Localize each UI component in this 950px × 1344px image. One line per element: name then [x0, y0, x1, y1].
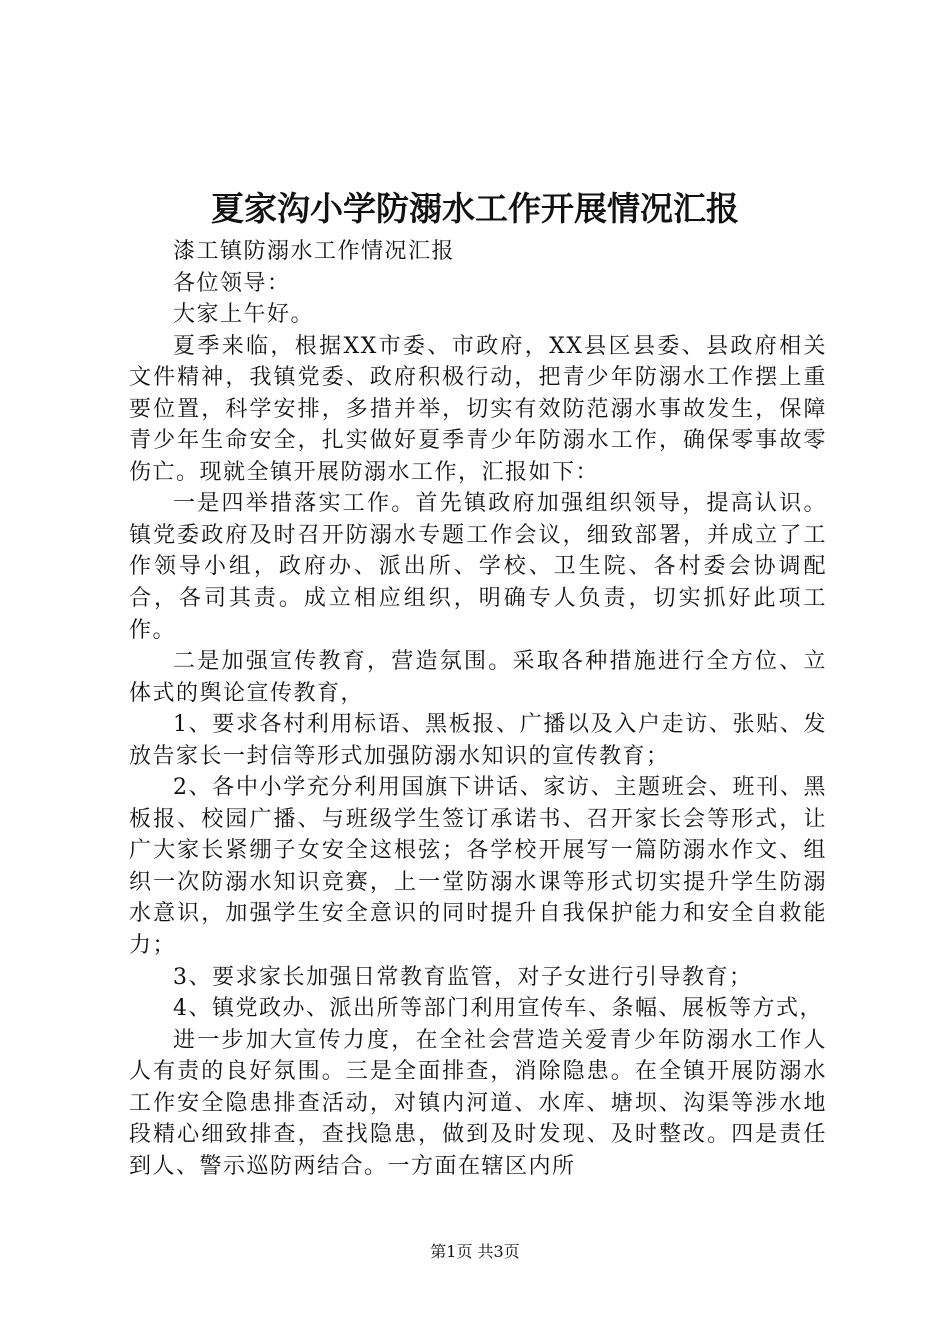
paragraph-continuation: 进一步加大宣传力度，在全社会营造关爱青少年防溺水工作人人有责的良好氛围。三是全面排查，消除隐患。在全镇开展防溺水工作安全隐患排查活动，对镇内河道、水库、塘坝、沟渠等涉水地段精心细致排查，查找隐患，做到及时发现、及时整改。四是责任到人、警示巡防两结合。一方面在辖区内所 [129, 1027, 827, 1179]
paragraph-greeting: 大家上午好。 [173, 302, 315, 328]
paragraph-item-3: 3、要求家长加强日常教育监管，对子女进行引导教育； [173, 964, 753, 990]
paragraph-measure-two: 二是加强宣传教育，营造氛围。采取各种措施进行全方位、立体式的舆论宣传教育， [129, 649, 827, 706]
paragraph-intro: 夏季来临，根据XX市委、市政府，XX县区县委、县政府相关文件精神，我镇党委、政府积极行动，把青少年防溺水工作摆上重要位置，科学安排，多措并举，切实有效防范溺水事故发生，保障青少年生命安全，扎实做好夏季青少年防溺水工作，确保零事故零伤亡。现就全镇开展防溺水工作，汇报如下： [129, 333, 827, 485]
document-title: 夏家沟小学防溺水工作开展情况汇报 [211, 189, 739, 228]
paragraph-subtitle: 漆工镇防溺水工作情况汇报 [173, 239, 456, 264]
paragraph-item-2: 2、各中小学充分利用国旗下讲话、家访、主题班会、班刊、黑板报、校园广播、与班级学生签订承诺书、召开家长会等形式，让广大家长紧绷子女安全这根弦；各学校开展写一篇防溺水作文、组织一次防溺水知识竞赛，上一堂防溺水课等形式切实提升学生防溺水意识，加强学生安全意识的同时提升自我保护能力和安全自救能力； [129, 775, 827, 959]
paragraph-item-4: 4、镇党政办、派出所等部门利用宣传车、条幅、展板等方式， [173, 996, 823, 1022]
page-number-footer: 第1页 共3页 [430, 1242, 520, 1261]
paragraph-item-1: 1、要求各村利用标语、黑板报、广播以及入户走访、张贴、发放告家长一封信等形式加强防溺水知识的宣传教育； [129, 712, 827, 769]
paragraph-salutation: 各位领导： [173, 270, 291, 296]
paragraph-measure-one: 一是四举措落实工作。首先镇政府加强组织领导，提高认识。镇党委政府及时召开防溺水专题工作会议，细致部署，并成立了工作领导小组，政府办、派出所、学校、卫生院、各村委会协调配合，各司其责。成立相应组织，明确专人负责，切实抓好此项工作。 [129, 491, 827, 643]
document-body [129, 236, 827, 1182]
